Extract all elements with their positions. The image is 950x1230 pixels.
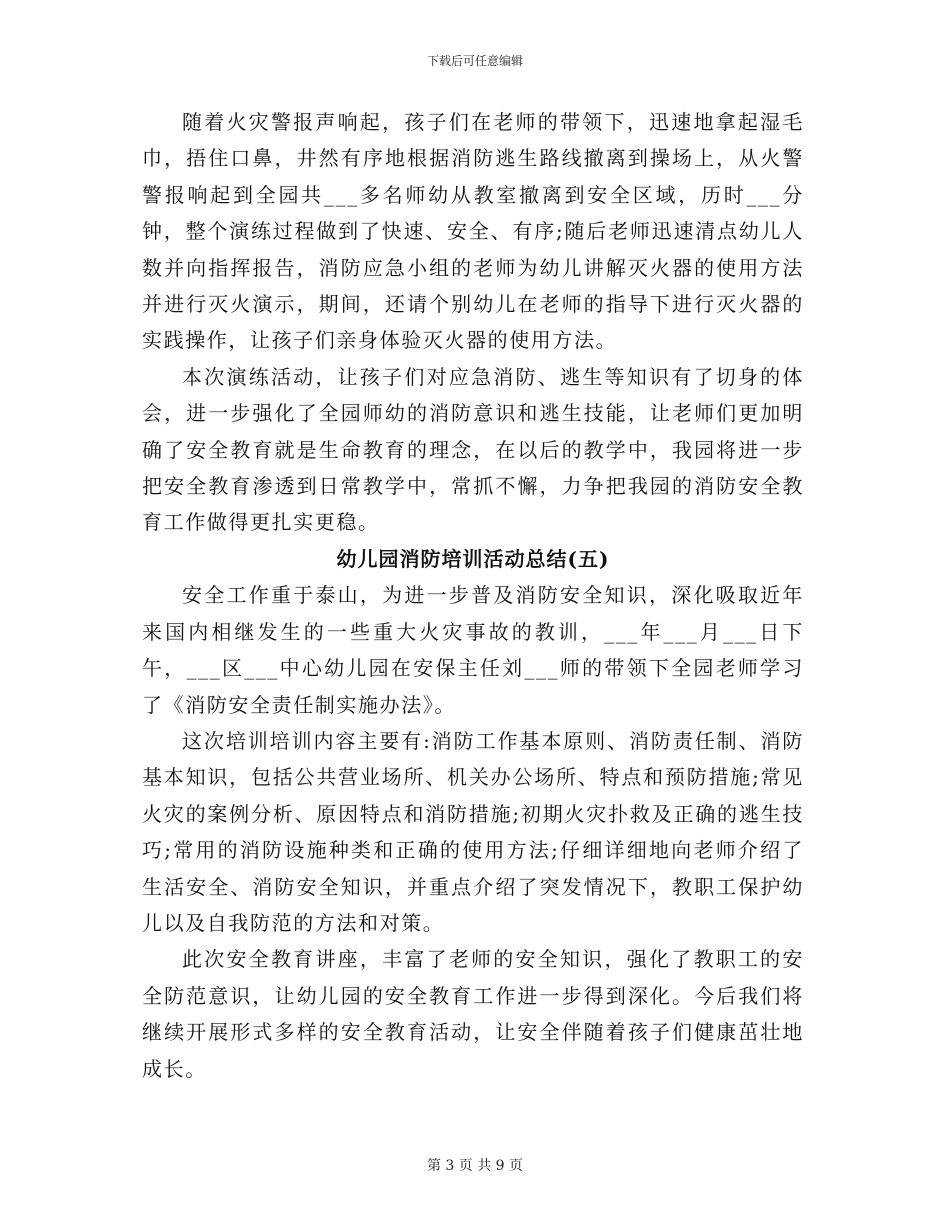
paragraph-drill-summary: 本次演练活动，让孩子们对应急消防、逃生等知识有了切身的体会，进一步强化了全园师幼的消防意识和逃生技能，让老师们更加明确了安全教育就是生命教育的理念，在以后的教学中，我园将进一步把安全教育渗透到日常教学中，常抓不懈，力争把我园的消防安全教育工作做得更扎实更稳。 — [142, 364, 804, 535]
document-body — [142, 104, 804, 1087]
page-number: 第 3 页 共 9 页 — [426, 1158, 524, 1174]
paragraph-fire-drill: 随着火灾警报声响起，孩子们在老师的带领下，迅速地拿起湿毛巾，捂住口鼻，井然有序地根据消防逃生路线撤离到操场上，从火警警报响起到全园共___多名师幼从教室撤离到安全区域，历时___分钟，整个演练过程做到了快速、安全、有序;随后老师迅速清点幼儿人数并向指挥报告，消防应急小组的老师为幼儿讲解灭火器的使用方法并进行灭火演示，期间，还请个别幼儿在老师的指导下进行灭火器的实践操作，让孩子们亲身体验灭火器的使用方法。 — [142, 110, 804, 353]
paragraph-training-content: 这次培训培训内容主要有:消防工作基本原则、消防责任制、消防基本知识，包括公共营业场所、机关办公场所、特点和预防措施;常见火灾的案例分析、原因特点和消防措施;初期火灾扑救及正确的逃生技巧;常用的消防设施种类和正确的使用方法;仔细详细地向老师介绍了生活安全、消防安全知识，并重点介绍了突发情况下，教职工保护幼儿以及自我防范的方法和对策。 — [142, 728, 804, 935]
paragraph-training-conclusion: 此次安全教育讲座，丰富了老师的安全知识，强化了教职工的安全防范意识，让幼儿园的安全教育工作进一步得到深化。今后我们将继续开展形式多样的安全教育活动，让安全伴随着孩子们健康茁壮地成长。 — [142, 947, 804, 1081]
paragraph-training-intro: 安全工作重于泰山，为进一步普及消防安全知识，深化吸取近年来国内相继发生的一些重大火灾事故的教训，___年___月___日下午，___区___中心幼儿园在安保主任刘___师的带领下全园老师学习了《消防安全责任制实施办法》。 — [142, 583, 804, 717]
section-title: 幼儿园消防培训活动总结(五) — [336, 546, 610, 571]
page-header: 下载后可任意编辑 — [426, 54, 523, 68]
